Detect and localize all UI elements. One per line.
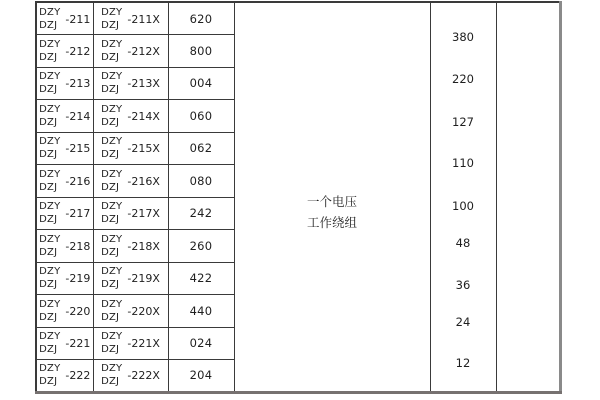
- winding-line-1: 一个电压: [306, 193, 357, 209]
- model-type-bottom: DZJ: [101, 214, 120, 226]
- model-type-top: DZY: [39, 38, 61, 50]
- model-type-top: DZY: [39, 266, 61, 278]
- table-row: [36, 2, 560, 35]
- model-code: -215X: [127, 142, 160, 156]
- model-type-stack: [101, 6, 122, 32]
- model-type-stack: [101, 298, 122, 324]
- model-code: -218X: [127, 239, 160, 253]
- model-type-stack: [39, 135, 60, 161]
- voltage-list: [431, 3, 496, 391]
- model-code: -212: [65, 44, 91, 58]
- model-cell-x-variant: [93, 327, 168, 360]
- model-type-stack: [101, 103, 122, 129]
- model-cell-base: [36, 295, 93, 328]
- model-code: -213X: [127, 77, 160, 91]
- relay-spec-table: [35, 1, 562, 394]
- model-cell-x-variant: [93, 295, 168, 328]
- model-cell-x-variant: [93, 262, 168, 295]
- model-cell-base: [36, 230, 93, 263]
- model-type-bottom: DZJ: [101, 376, 120, 388]
- model-code: -211X: [127, 12, 160, 26]
- model-type-bottom: DZJ: [101, 279, 120, 291]
- model-type-stack: [101, 200, 122, 226]
- model-type-stack: [39, 298, 60, 324]
- model-flex: [94, 330, 168, 356]
- model-type-bottom: DZJ: [39, 279, 58, 291]
- table-body: [36, 2, 560, 392]
- model-value-cell: 004: [168, 67, 234, 100]
- model-code: -214: [65, 109, 91, 123]
- model-type-top: DZY: [101, 266, 123, 278]
- model-code: -221: [65, 337, 91, 351]
- model-value-cell: 204: [168, 360, 234, 393]
- model-type-stack: [39, 265, 60, 291]
- model-cell-x-variant: [93, 35, 168, 68]
- model-type-bottom: DZJ: [101, 246, 120, 258]
- voltage-value: 36: [455, 278, 471, 292]
- model-flex: [94, 70, 168, 96]
- model-cell-base: [36, 197, 93, 230]
- model-code: -211: [65, 12, 91, 26]
- model-type-top: DZY: [39, 201, 61, 213]
- model-flex: [37, 298, 93, 324]
- model-flex: [37, 265, 93, 291]
- model-type-bottom: DZJ: [101, 311, 120, 323]
- model-flex: [94, 362, 168, 388]
- voltage-value: 380: [452, 30, 474, 44]
- voltage-value: 220: [452, 72, 474, 86]
- model-code: -219X: [127, 272, 160, 286]
- model-code: -212X: [127, 44, 160, 58]
- model-type-bottom: DZJ: [101, 344, 120, 356]
- model-cell-base: [36, 262, 93, 295]
- model-type-bottom: DZJ: [39, 181, 58, 193]
- model-code: -220: [65, 304, 91, 318]
- empty-column-cell: [496, 2, 560, 392]
- model-type-top: DZY: [101, 6, 123, 18]
- model-flex: [37, 168, 93, 194]
- voltage-value: 48: [455, 236, 471, 250]
- model-type-stack: [101, 362, 122, 388]
- model-code: -214X: [127, 109, 160, 123]
- model-type-stack: [101, 265, 122, 291]
- model-value-cell: 242: [168, 197, 234, 230]
- model-type-top: DZY: [101, 168, 123, 180]
- model-code: -220X: [127, 304, 160, 318]
- winding-text-block: [235, 161, 430, 233]
- model-type-top: DZY: [39, 331, 61, 343]
- model-type-stack: [101, 38, 122, 64]
- model-type-bottom: DZJ: [39, 19, 58, 31]
- model-flex: [37, 233, 93, 259]
- model-type-stack: [39, 6, 60, 32]
- model-flex: [37, 38, 93, 64]
- model-type-bottom: DZJ: [39, 214, 58, 226]
- model-type-stack: [39, 362, 60, 388]
- model-cell-x-variant: [93, 197, 168, 230]
- model-type-top: DZY: [101, 38, 123, 50]
- model-cell-base: [36, 360, 93, 393]
- model-type-stack: [39, 103, 60, 129]
- model-type-stack: [39, 200, 60, 226]
- model-cell-x-variant: [93, 2, 168, 35]
- model-type-top: DZY: [39, 233, 61, 245]
- model-type-bottom: DZJ: [101, 116, 120, 128]
- model-type-bottom: DZJ: [101, 19, 120, 31]
- model-type-stack: [39, 330, 60, 356]
- voltage-value: 12: [455, 356, 471, 370]
- model-flex: [37, 6, 93, 32]
- model-type-bottom: DZJ: [39, 51, 58, 63]
- model-type-stack: [39, 38, 60, 64]
- model-cell-base: [36, 165, 93, 198]
- winding-description-cell: [234, 2, 430, 392]
- model-value-cell: 620: [168, 2, 234, 35]
- model-cell-base: [36, 2, 93, 35]
- model-code: -218: [65, 239, 91, 253]
- model-value-cell: 024: [168, 327, 234, 360]
- model-value-cell: 422: [168, 262, 234, 295]
- model-flex: [37, 70, 93, 96]
- model-type-bottom: DZJ: [101, 51, 120, 63]
- model-value-cell: 080: [168, 165, 234, 198]
- model-type-top: DZY: [39, 6, 61, 18]
- model-type-bottom: DZJ: [39, 116, 58, 128]
- model-type-stack: [101, 233, 122, 259]
- model-code: -216: [65, 174, 91, 188]
- model-flex: [94, 38, 168, 64]
- model-type-bottom: DZJ: [101, 181, 120, 193]
- model-value-cell: 800: [168, 35, 234, 68]
- model-type-top: DZY: [39, 71, 61, 83]
- model-type-bottom: DZJ: [39, 376, 58, 388]
- model-type-top: DZY: [101, 363, 123, 375]
- model-code: -213: [65, 77, 91, 91]
- model-flex: [37, 200, 93, 226]
- model-code: -222: [65, 369, 91, 383]
- model-cell-base: [36, 327, 93, 360]
- model-code: -221X: [127, 337, 160, 351]
- model-cell-x-variant: [93, 100, 168, 133]
- model-flex: [94, 103, 168, 129]
- model-type-top: DZY: [39, 298, 61, 310]
- model-cell-base: [36, 100, 93, 133]
- voltage-value: 110: [452, 156, 474, 170]
- model-type-bottom: DZJ: [39, 149, 58, 161]
- model-type-stack: [101, 330, 122, 356]
- model-type-top: DZY: [101, 136, 123, 148]
- voltage-value: 127: [452, 115, 474, 129]
- model-value-cell: 440: [168, 295, 234, 328]
- model-code: -222X: [127, 369, 160, 383]
- model-flex: [94, 265, 168, 291]
- model-type-bottom: DZJ: [101, 84, 120, 96]
- model-cell-x-variant: [93, 165, 168, 198]
- model-cell-base: [36, 35, 93, 68]
- model-type-top: DZY: [39, 103, 61, 115]
- model-type-top: DZY: [101, 233, 123, 245]
- model-flex: [94, 168, 168, 194]
- model-type-top: DZY: [39, 136, 61, 148]
- model-flex: [37, 362, 93, 388]
- model-flex: [94, 233, 168, 259]
- model-flex: [37, 330, 93, 356]
- model-type-top: DZY: [39, 363, 61, 375]
- model-value-cell: 260: [168, 230, 234, 263]
- voltage-value: 100: [452, 199, 474, 213]
- model-type-top: DZY: [101, 103, 123, 115]
- model-flex: [94, 200, 168, 226]
- model-code: -219: [65, 272, 91, 286]
- model-value-cell: 062: [168, 132, 234, 165]
- model-type-top: DZY: [101, 298, 123, 310]
- model-cell-base: [36, 132, 93, 165]
- model-flex: [94, 135, 168, 161]
- model-cell-base: [36, 67, 93, 100]
- model-type-bottom: DZJ: [39, 246, 58, 258]
- model-flex: [94, 6, 168, 32]
- model-code: -217X: [127, 207, 160, 221]
- model-cell-x-variant: [93, 132, 168, 165]
- model-code: -216X: [127, 174, 160, 188]
- model-code: -215: [65, 142, 91, 156]
- model-type-stack: [39, 70, 60, 96]
- winding-line-2: 工作绕组: [306, 214, 357, 230]
- model-type-stack: [101, 70, 122, 96]
- model-type-top: DZY: [39, 168, 61, 180]
- model-type-top: DZY: [101, 71, 123, 83]
- model-code: -217: [65, 207, 91, 221]
- model-type-stack: [39, 233, 60, 259]
- model-flex: [37, 135, 93, 161]
- model-flex: [37, 103, 93, 129]
- model-type-bottom: DZJ: [39, 311, 58, 323]
- voltage-value: 24: [455, 315, 471, 329]
- model-cell-x-variant: [93, 67, 168, 100]
- model-type-top: DZY: [101, 331, 123, 343]
- model-type-bottom: DZJ: [39, 84, 58, 96]
- model-flex: [94, 298, 168, 324]
- model-type-stack: [39, 168, 60, 194]
- model-cell-x-variant: [93, 230, 168, 263]
- model-type-stack: [101, 168, 122, 194]
- model-value-cell: 060: [168, 100, 234, 133]
- model-type-bottom: DZJ: [101, 149, 120, 161]
- model-type-bottom: DZJ: [39, 344, 58, 356]
- model-cell-x-variant: [93, 360, 168, 393]
- rated-voltage-cell: [430, 2, 496, 392]
- model-type-stack: [101, 135, 122, 161]
- model-type-top: DZY: [101, 201, 123, 213]
